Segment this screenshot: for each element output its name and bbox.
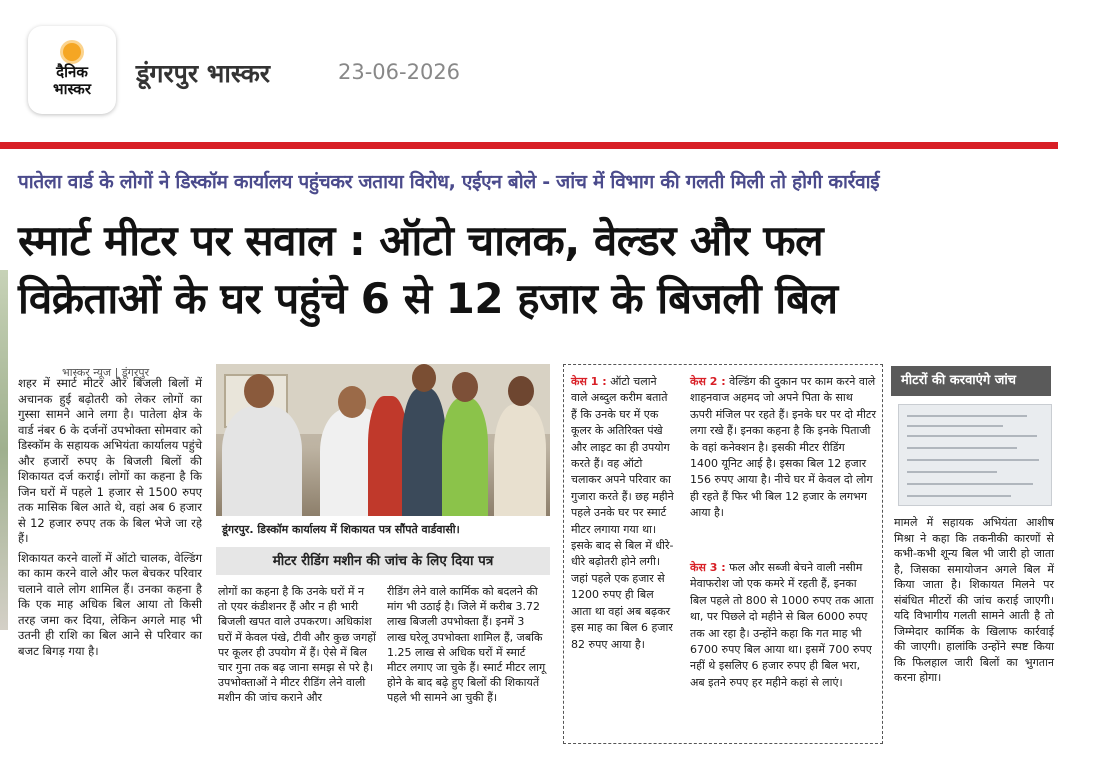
case-3	[690, 560, 876, 691]
document-line	[907, 425, 1003, 427]
photo-person-head	[338, 386, 366, 418]
document-line	[907, 459, 1039, 461]
case-2-label: केस 2 :	[690, 375, 726, 388]
body-column-2b: रीडिंग लेने वाले कार्मिक को बदलने की मांग भी उठाई है। जिले में करीब 3.72 लाख बिजली उपभोक्ता हैं। इनमें 3 लाख घरेलू उपभोक्ता शामिल हैं, जबकि 1.25 लाख से अधिक घरों में स्मार्ट मीटर लगाए जा चुके हैं। स्मार्ट मीटर लागू होने के बाद बढ़े हुए बिलों की शिकायतें पहले भी सामने आ चुकी हैं।	[387, 585, 546, 705]
photo-person-head	[244, 374, 274, 408]
logo-text-line1: दैनिक	[56, 63, 88, 81]
article-byline: भास्कर न्यूज | डूंगरपुर	[62, 366, 150, 379]
bill-document-image	[898, 404, 1052, 506]
logo-text-line2: भास्कर	[53, 80, 91, 98]
document-line	[907, 471, 997, 473]
body-column-2a: लोगों का कहना है कि उनके घरों में न तो एयर कंडीशनर हैं और न ही भारी बिजली खपत वाले उपकरण। अधिकांश घरों में केवल पंखे, टीवी और कुछ जगहों पर कूलर ही उपयोग में हैं। ऐसे में बिल चार गुना तक बढ़ जाना समझ से परे है। उपभोक्ताओं ने मीटर रीडिंग लेने वाली मशीन की जांच कराने और	[218, 585, 376, 705]
case-2	[690, 374, 876, 522]
page-top-rule	[0, 142, 1058, 149]
dainik-bhaskar-logo[interactable]	[28, 26, 116, 114]
case-1-text: ऑटो चलाने वाले अब्दुल करीम बताते हैं कि उनके घर में एक कूलर के अतिरिक्त पंखे और लाइट का ही उपयोग करते हैं। वह ऑटो चलाकर अपने परिवार का गुजारा करते हैं। छह महीने पहले उनके घर पर स्मार्ट मीटर लगाया गया था। इसके बाद से बिल में धीरे-धीरे बढ़ोतरी होने लगी। जहां पहले एक हजार से 1200 रुपए ही बिल आता था वहां अब बढ़कर इस माह का बिल 6 हजार 82 रुपए आया है।	[571, 375, 674, 651]
adjacent-article-image-edge	[0, 270, 8, 630]
side-box-heading: मीटरों की करवाएंगे जांच	[891, 366, 1051, 396]
case-3-label: केस 3 :	[690, 561, 726, 574]
sun-logo-icon	[63, 43, 81, 61]
case-1-label: केस 1 :	[571, 375, 607, 388]
photo-person	[494, 404, 546, 516]
case-1	[571, 374, 675, 653]
document-line	[907, 483, 1033, 485]
body-column-1	[18, 376, 202, 663]
document-line	[907, 447, 1017, 449]
edition-date: 23-06-2026	[338, 60, 461, 84]
photo-person	[222, 406, 302, 516]
section-subhead: मीटर रीडिंग मशीन की जांच के लिए दिया पत्र	[216, 547, 550, 575]
body-paragraph: शहर में स्मार्ट मीटर और बिजली बिलों में अचानक हुई बढ़ोतरी को लेकर लोगों का गुस्सा सामने आने लगा है। पातेला क्षेत्र के वार्ड नंबर 6 के दर्जनों उपभोक्ता सोमवार को डिस्कॉम के सहायक अभियंता कार्यालय पहुंचे और हजारों रुपए के बिजली बिलों की शिकायत दर्ज कराई। लोगों का कहना है कि जिन घरों में पहले 1 हजार से 1500 रुपए तक मासिक बिल आते थे, वहां अब 6 हजार से 12 हजार रुपए तक के बिल भेजे जा रहे हैं।	[18, 376, 202, 545]
article-kicker: पातेला वार्ड के लोगों ने डिस्कॉम कार्यालय पहुंचकर जताया विरोध, एईएन बोले - जांच में विभाग की गलती मिली तो होगी कार्रवाई	[18, 171, 880, 193]
side-column-text: मामले में सहायक अभियंता आशीष मिश्रा ने कहा कि तकनीकी कारणों से कभी-कभी शून्य बिल भी जारी हो जाता है, जिसका समायोजन अगले बिल में किया जाता है। शिकायत मिलने पर संबंधित मीटरों की जांच कराई जाएगी। यदि विभागीय गलती सामने आती है तो जिम्मेदार कार्मिक के खिलाफ कार्रवाई की जाएगी। हालांकि उन्होंने स्पष्ट किया कि फिलहाल जारी बिलों का भुगतान करना होगा।	[894, 516, 1054, 684]
case-2-text: वेल्डिंग की दुकान पर काम करने वाले शाहनवाज अहमद जो अपने पिता के साथ ऊपरी मंजिल पर रहते हैं। इनके घर पर दो मीटर लगा रखे हैं। इनका कहना है कि इनके पिताजी के वहां कनेक्शन है। इसकी मीटर रीडिंग 1400 यूनिट आई है। इसका बिल 12 हजार 156 रुपए आया है। नीचे घर में केवल दो लोग ही रहते हैं फिर भी बिल 12 हजार के लगभग आया है।	[690, 375, 876, 520]
article-headline	[18, 212, 1058, 328]
document-line	[907, 415, 1027, 417]
body-paragraph: शिकायत करने वालों में ऑटो चालक, वेल्डिंग का काम करने वाले और फल बेचकर परिवार चलाने वाले लोग शामिल हैं। उनका कहना है कि एक माह अधिक बिल आया तो किसी तरह जमा कर दिया, लेकिन अगले माह भी उतनी ही राशि का बिल आने से परिवार का बजट बिगड़ गया है।	[18, 550, 202, 658]
photo-person	[442, 398, 488, 516]
photo-person	[402, 388, 446, 516]
photo-person-head	[452, 372, 478, 402]
edition-title: डूंगरपुर भास्कर	[136, 59, 271, 88]
news-photo	[216, 364, 550, 516]
document-line	[907, 495, 1011, 497]
photo-caption: डूंगरपुर. डिस्कॉम कार्यालय में शिकायत पत्र सौंपते वार्डवासी।	[222, 523, 460, 536]
photo-person-head	[508, 376, 534, 406]
document-line	[907, 435, 1037, 437]
headline-line-1: स्मार्ट मीटर पर सवाल : ऑटो चालक, वेल्डर और फल	[18, 216, 824, 265]
case-3-text: फल और सब्जी बेचने वाली नसीम मेवाफरोश जो एक कमरे में रहती हैं, इनका बिल पहले तो 800 से 1000 रुपए तक आता था, पर पिछले दो महीने से बिल 6000 रुपए तक आ रहा है। उन्होंने कहा कि गत माह भी 6700 रुपए बिल आया था। इसमें 700 रुपए नहीं थे इसलिए 6 हजार रुपए ही बिल भरा, अब इतने रुपए हर महीने कहां से लाएं।	[690, 561, 874, 689]
headline-line-2: विक्रेताओं के घर पहुंचे 6 से 12 हजार के बिजली बिल	[18, 274, 838, 323]
photo-person-head	[412, 364, 436, 392]
